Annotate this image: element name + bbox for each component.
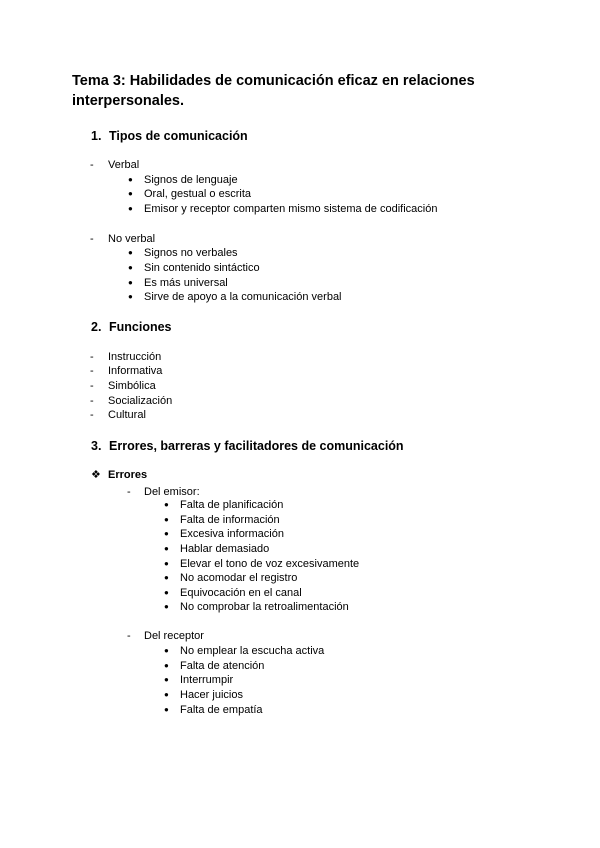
list-item: Socialización: [108, 395, 173, 407]
list-item: Falta de atención: [180, 660, 265, 672]
section-heading: [91, 128, 248, 144]
page-title: Tema 3: Habilidades de comunicación eficaz en relaciones interpersonales.: [72, 73, 475, 109]
section-title: Errores, barreras y facilitadores de comunicación: [109, 439, 404, 453]
list-item: Oral, gestual o escrita: [144, 188, 251, 200]
list-item: Informativa: [108, 365, 163, 377]
bullet-icon: ●: [128, 189, 133, 198]
bullet-icon: ●: [164, 559, 169, 568]
list-item: Hacer juicios: [180, 689, 243, 701]
dash-marker: -: [90, 351, 94, 363]
bullet-icon: ●: [164, 705, 169, 714]
bullet-icon: ●: [164, 588, 169, 597]
list-item: Hablar demasiado: [180, 543, 270, 555]
list-item: No acomodar el registro: [180, 572, 298, 584]
dash-marker: -: [90, 159, 94, 171]
list-item: No comprobar la retroalimentación: [180, 601, 349, 613]
dash-marker: -: [90, 365, 94, 377]
bullet-icon: ●: [128, 248, 133, 257]
section-title: Funciones: [109, 320, 172, 334]
dash-marker: -: [90, 409, 94, 421]
bullet-icon: ●: [164, 602, 169, 611]
bullet-icon: ●: [164, 675, 169, 684]
bullet-icon: ●: [164, 573, 169, 582]
list-item: Del emisor:: [144, 486, 200, 498]
diamond-bullet-icon: ❖: [91, 469, 101, 481]
list-item: No emplear la escucha activa: [180, 645, 325, 657]
dash-marker: -: [90, 380, 94, 392]
list-item: Es más universal: [144, 277, 228, 289]
list-item: Elevar el tono de voz excesivamente: [180, 558, 360, 570]
list-item: Emisor y receptor comparten mismo sistema de codificación: [144, 203, 438, 215]
bullet-icon: ●: [128, 278, 133, 287]
list-item: Equivocación en el canal: [180, 587, 302, 599]
bullet-icon: ●: [164, 515, 169, 524]
list-item: Sin contenido sintáctico: [144, 262, 260, 274]
list-item: Instrucción: [108, 351, 162, 363]
section-title: Tipos de comunicación: [109, 129, 248, 143]
list-item: Falta de planificación: [180, 499, 284, 511]
bullet-icon: ●: [128, 263, 133, 272]
section-number: 3.: [91, 439, 102, 453]
list-item: No verbal: [108, 233, 156, 245]
list-item: Signos no verbales: [144, 247, 238, 259]
section-number: 2.: [91, 320, 102, 334]
list-item: Cultural: [108, 409, 146, 421]
dash-marker: -: [90, 395, 94, 407]
subheading-errores: Errores: [108, 469, 148, 481]
section-heading: [91, 319, 172, 335]
dash-marker: -: [127, 486, 131, 498]
bullet-icon: ●: [128, 175, 133, 184]
dash-marker: -: [90, 233, 94, 245]
bullet-icon: ●: [164, 646, 169, 655]
list-item: Signos de lenguaje: [144, 174, 238, 186]
list-item: Interrumpir: [180, 674, 234, 686]
bullet-icon: ●: [164, 500, 169, 509]
bullet-icon: ●: [164, 544, 169, 553]
bullet-icon: ●: [164, 529, 169, 538]
dash-marker: -: [127, 630, 131, 642]
list-item: Falta de empatía: [180, 704, 263, 716]
bullet-icon: ●: [164, 690, 169, 699]
section-number: 1.: [91, 129, 102, 143]
list-item: Sirve de apoyo a la comunicación verbal: [144, 291, 342, 303]
list-item: Del receptor: [144, 630, 204, 642]
list-item: Falta de información: [180, 514, 280, 526]
list-item: Excesiva información: [180, 528, 284, 540]
list-item: Verbal: [108, 159, 140, 171]
section-heading: [91, 438, 404, 454]
bullet-icon: ●: [128, 204, 133, 213]
bullet-icon: ●: [164, 661, 169, 670]
list-item: Simbólica: [108, 380, 156, 392]
bullet-icon: ●: [128, 292, 133, 301]
